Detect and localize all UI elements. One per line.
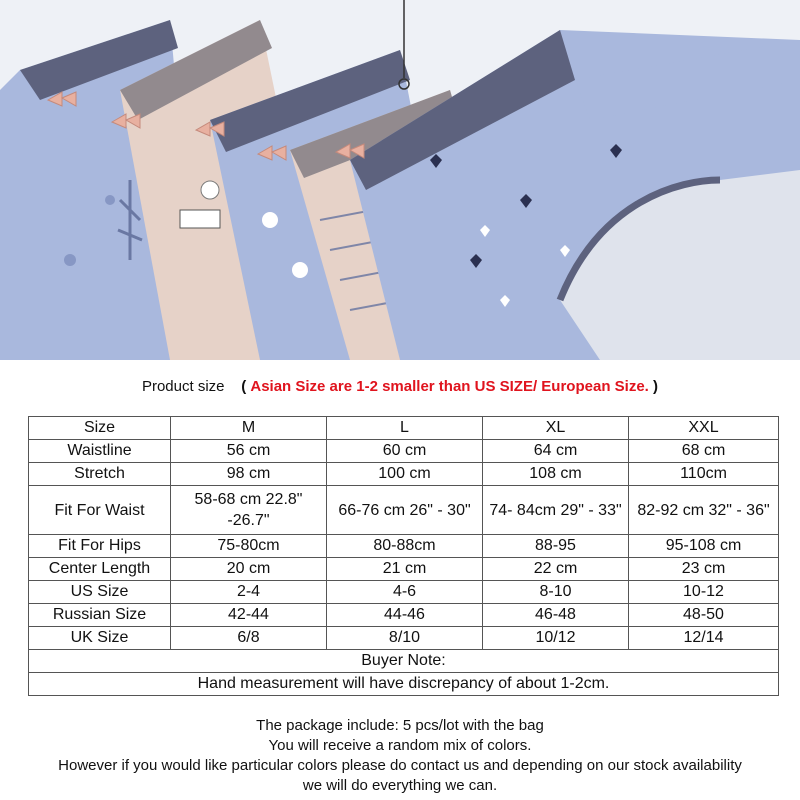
table-cell: 23 cm bbox=[629, 558, 779, 581]
table-row bbox=[29, 558, 779, 581]
table-cell: 98 cm bbox=[171, 463, 327, 486]
footer-line-3: However if you would like particular colors please do contact us and depending on our stock availability bbox=[58, 757, 742, 774]
product-size-label: Product size bbox=[141, 378, 225, 395]
table-cell: 60 cm bbox=[327, 440, 483, 463]
table-cell: 108 cm bbox=[483, 463, 629, 486]
buyer-note-title: Buyer Note: bbox=[29, 650, 779, 673]
panties-illustration bbox=[0, 0, 800, 360]
table-header-row bbox=[29, 417, 779, 440]
footer-line-4: we will do everything we can. bbox=[302, 777, 498, 794]
row-label: US Size bbox=[29, 581, 171, 604]
table-row bbox=[29, 627, 779, 650]
table-cell: 12/14 bbox=[629, 627, 779, 650]
table-cell: 48-50 bbox=[629, 604, 779, 627]
table-cell: 20 cm bbox=[171, 558, 327, 581]
table-cell: 82-92 cm 32" - 36" bbox=[629, 486, 779, 535]
row-label: Waistline bbox=[29, 440, 171, 463]
table-row bbox=[29, 440, 779, 463]
header-cell: M bbox=[171, 417, 327, 440]
table-cell: 22 cm bbox=[483, 558, 629, 581]
size-note-close-paren: ) bbox=[653, 378, 659, 395]
table-cell: 46-48 bbox=[483, 604, 629, 627]
buyer-note-text: Hand measurement will have discrepancy of about 1-2cm. bbox=[29, 673, 779, 696]
table-cell: 95-108 cm bbox=[629, 535, 779, 558]
table-cell: 64 cm bbox=[483, 440, 629, 463]
row-label: Russian Size bbox=[29, 604, 171, 627]
header-cell: XL bbox=[483, 417, 629, 440]
product-photo bbox=[0, 0, 800, 360]
row-label: Fit For Waist bbox=[29, 486, 171, 535]
table-cell: 58-68 cm 22.8" -26.7" bbox=[171, 486, 327, 535]
size-note-open-paren: ( bbox=[241, 378, 247, 395]
table-cell: 8-10 bbox=[483, 581, 629, 604]
table-row bbox=[29, 581, 779, 604]
table-cell: 110cm bbox=[629, 463, 779, 486]
table-cell: 80-88cm bbox=[327, 535, 483, 558]
footer-line-2: You will receive a random mix of colors. bbox=[268, 737, 532, 754]
product-size-line bbox=[0, 378, 800, 395]
table-cell: 68 cm bbox=[629, 440, 779, 463]
table-cell: 8/10 bbox=[327, 627, 483, 650]
table-cell: 56 cm bbox=[171, 440, 327, 463]
table-cell: 2-4 bbox=[171, 581, 327, 604]
buyer-note-row bbox=[29, 650, 779, 673]
size-note: Asian Size are 1-2 smaller than US SIZE/ European Size. bbox=[250, 378, 649, 395]
header-cell: L bbox=[327, 417, 483, 440]
table-cell: 100 cm bbox=[327, 463, 483, 486]
table-cell: 88-95 bbox=[483, 535, 629, 558]
package-info bbox=[0, 716, 800, 796]
row-label: Center Length bbox=[29, 558, 171, 581]
table-cell: 21 cm bbox=[327, 558, 483, 581]
size-chart-table bbox=[28, 416, 779, 696]
table-cell: 44-46 bbox=[327, 604, 483, 627]
table-cell: 10-12 bbox=[629, 581, 779, 604]
table-cell: 66-76 cm 26" - 30" bbox=[327, 486, 483, 535]
table-row bbox=[29, 486, 779, 535]
buyer-note-text-row bbox=[29, 673, 779, 696]
table-cell: 6/8 bbox=[171, 627, 327, 650]
table-cell: 10/12 bbox=[483, 627, 629, 650]
header-cell: XXL bbox=[629, 417, 779, 440]
row-label: Fit For Hips bbox=[29, 535, 171, 558]
footer-line-1: The package include: 5 pcs/lot with the bag bbox=[256, 717, 544, 734]
table-row bbox=[29, 535, 779, 558]
table-cell: 75-80cm bbox=[171, 535, 327, 558]
table-cell: 4-6 bbox=[327, 581, 483, 604]
row-label: Stretch bbox=[29, 463, 171, 486]
table-row bbox=[29, 463, 779, 486]
row-label: UK Size bbox=[29, 627, 171, 650]
table-cell: 42-44 bbox=[171, 604, 327, 627]
table-row bbox=[29, 604, 779, 627]
header-cell: Size bbox=[29, 417, 171, 440]
table-cell: 74- 84cm 29" - 33" bbox=[483, 486, 629, 535]
